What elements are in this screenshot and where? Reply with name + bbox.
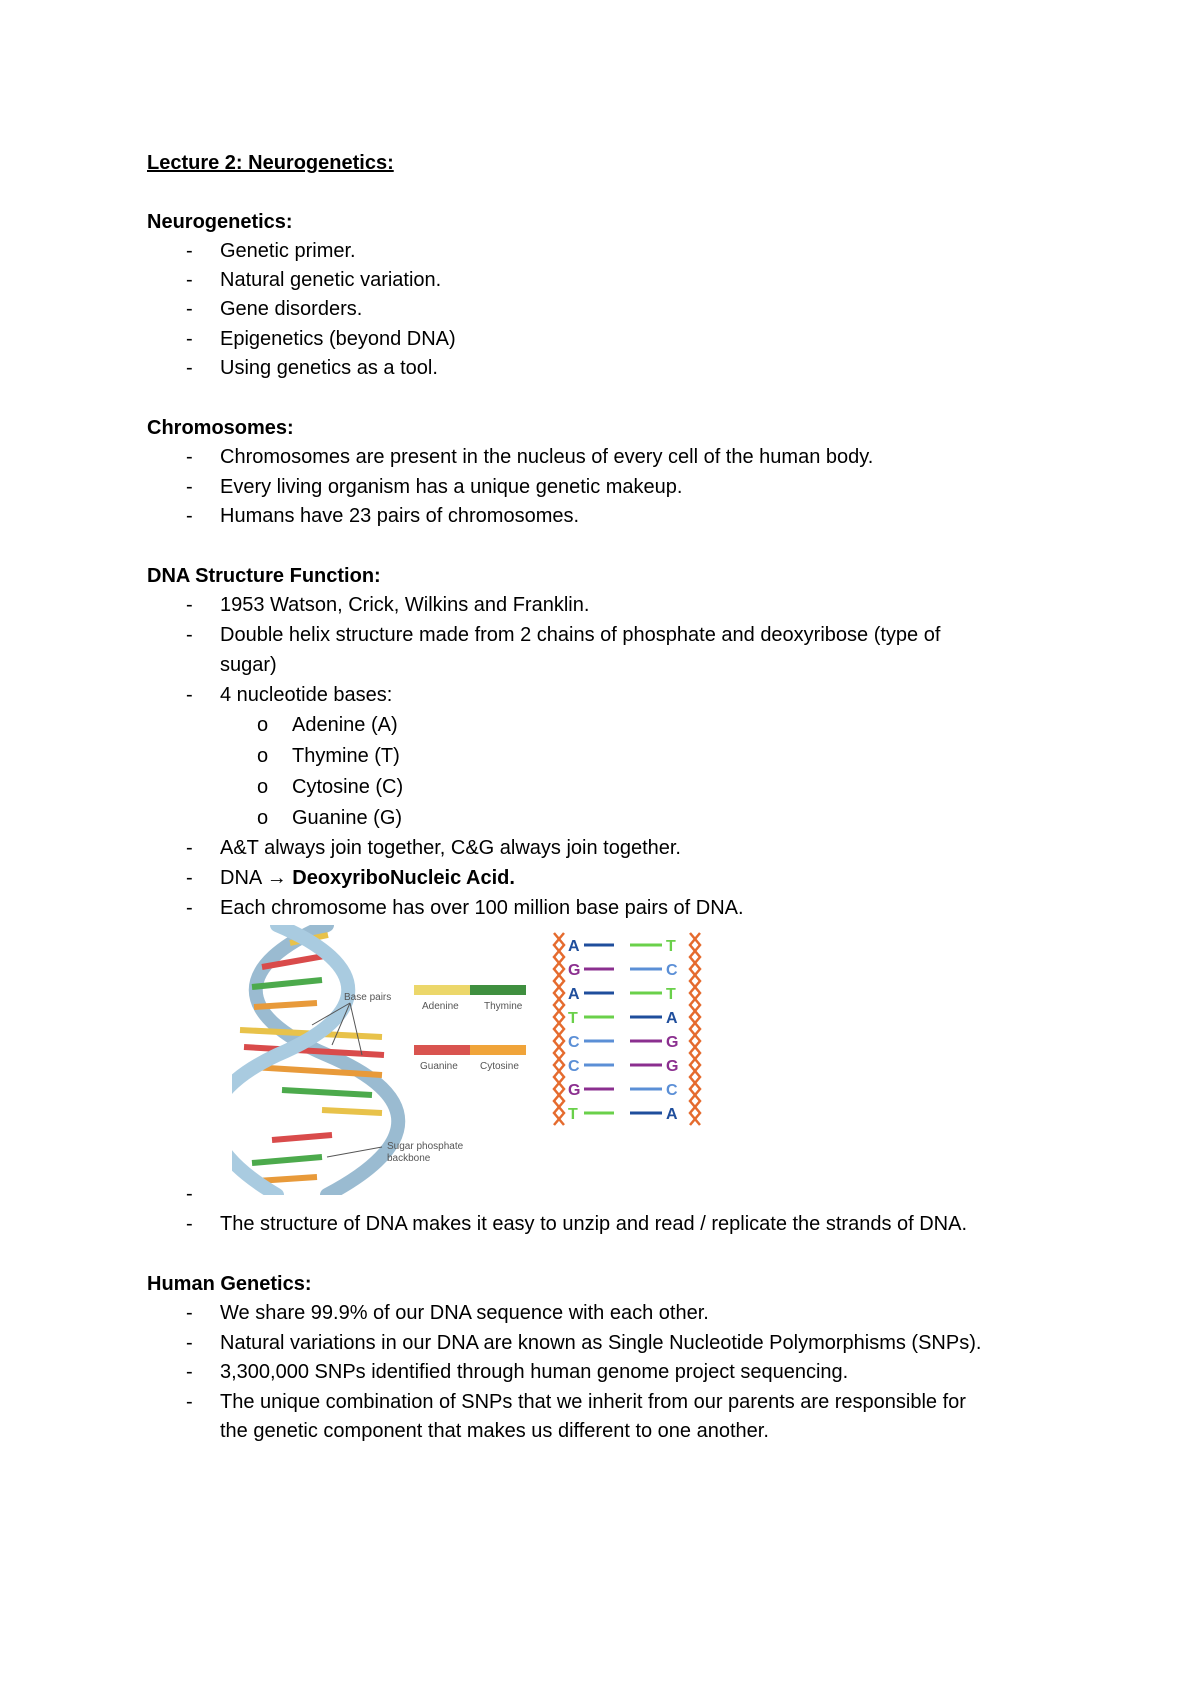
bullet-dash: - <box>186 298 193 320</box>
legend-thymine-bar <box>470 985 526 995</box>
list-item: Each chromosome has over 100 million base pairs of DNA. <box>220 897 744 919</box>
bullet-dash: - <box>186 505 193 527</box>
section-heading-human-genetics: Human Genetics: <box>147 1273 312 1295</box>
bullet-dash: - <box>186 357 193 379</box>
bullet-circle: o <box>257 776 269 798</box>
list-item <box>220 864 515 892</box>
bullet-dash: - <box>186 1183 193 1205</box>
base-letter-left: T <box>568 1106 578 1123</box>
base-letter-left: C <box>568 1034 580 1051</box>
bullet-dash: - <box>186 624 193 646</box>
label-base-pairs: Base pairs <box>344 992 392 1003</box>
bullet-dash: - <box>186 897 193 919</box>
legend-cytosine-label: Cytosine <box>480 1061 519 1072</box>
bullet-circle: o <box>257 745 269 767</box>
bullet-dash: - <box>186 446 193 468</box>
legend-adenine-bar <box>414 985 470 995</box>
list-item: Every living organism has a unique genetic makeup. <box>220 476 683 498</box>
list-item: 4 nucleotide bases: <box>220 684 393 706</box>
section-heading-dna: DNA Structure Function: <box>147 565 381 587</box>
bullet-dash: - <box>186 1391 193 1413</box>
bullet-dash: - <box>186 837 193 859</box>
sub-list-item: Cytosine (C) <box>292 776 404 798</box>
bullet-dash: - <box>186 1213 193 1235</box>
base-letter-left: G <box>568 962 581 979</box>
bullet-dash: - <box>186 867 193 889</box>
base-letter-left: T <box>568 1010 578 1027</box>
bullet-dash: - <box>186 1361 193 1383</box>
list-item: Double helix structure made from 2 chains of phosphate and deoxyribose (type of <box>220 624 941 646</box>
list-item: Genetic primer. <box>220 240 356 262</box>
base-letter-right: A <box>666 1106 678 1123</box>
list-item: Natural genetic variation. <box>220 269 442 291</box>
list-item: Using genetics as a tool. <box>220 357 438 379</box>
bullet-dash: - <box>186 240 193 262</box>
list-item: Gene disorders. <box>220 298 363 320</box>
bullet-dash: - <box>186 1302 193 1324</box>
legend-guanine-label: Guanine <box>420 1061 458 1072</box>
base-letter-left: A <box>568 938 580 955</box>
bullet-dash: - <box>186 684 193 706</box>
legend-guanine-bar <box>414 1045 470 1055</box>
base-letter-right: C <box>666 962 678 979</box>
dna-structure-figure <box>232 925 702 1195</box>
section-heading-neurogenetics: Neurogenetics: <box>147 211 293 233</box>
dna-full-name: DeoxyriboNucleic Acid. <box>292 867 515 889</box>
sub-list-item: Thymine (T) <box>292 745 400 767</box>
list-item: 3,300,000 SNPs identified through human genome project sequencing. <box>220 1361 849 1383</box>
base-letter-left: G <box>568 1082 581 1099</box>
base-letter-left: A <box>568 986 580 1003</box>
legend-adenine-label: Adenine <box>422 1001 459 1012</box>
list-item: A&T always join together, C&G always join together. <box>220 837 681 859</box>
legend-cytosine-bar <box>470 1045 526 1055</box>
list-item: 1953 Watson, Crick, Wilkins and Franklin. <box>220 594 590 616</box>
label-backbone: backbone <box>387 1153 431 1164</box>
list-item: Natural variations in our DNA are known as Single Nucleotide Polymorphisms (SNPs). <box>220 1332 982 1354</box>
bullet-dash: - <box>186 594 193 616</box>
list-item-continuation: the genetic component that makes us different to one another. <box>220 1420 769 1442</box>
dna-label: DNA <box>220 867 262 889</box>
list-item: The structure of DNA makes it easy to unzip and read / replicate the strands of DNA. <box>220 1213 968 1235</box>
legend-thymine-label: Thymine <box>484 1001 523 1012</box>
list-item: The unique combination of SNPs that we inherit from our parents are responsible for <box>220 1391 966 1413</box>
bullet-dash: - <box>186 1332 193 1354</box>
label-sugar-phosphate: Sugar phosphate <box>387 1141 464 1152</box>
base-pair-ladder <box>554 933 700 1125</box>
bullet-dash: - <box>186 476 193 498</box>
bullet-dash: - <box>186 269 193 291</box>
list-item: We share 99.9% of our DNA sequence with each other. <box>220 1302 709 1324</box>
base-letter-right: T <box>666 938 676 955</box>
base-letter-right: G <box>666 1034 679 1051</box>
list-item-continuation: sugar) <box>220 654 277 676</box>
base-letter-right: G <box>666 1058 679 1075</box>
bullet-circle: o <box>257 714 269 736</box>
section-heading-chromosomes: Chromosomes: <box>147 417 294 439</box>
list-item: Humans have 23 pairs of chromosomes. <box>220 505 580 527</box>
page-title: Lecture 2: Neurogenetics: <box>147 152 394 174</box>
sub-list-item: Adenine (A) <box>292 714 398 736</box>
list-item: Chromosomes are present in the nucleus of every cell of the human body. <box>220 446 874 468</box>
arrow-right-icon: → <box>266 867 287 889</box>
list-item: Epigenetics (beyond DNA) <box>220 328 456 350</box>
base-letter-left: C <box>568 1058 580 1075</box>
base-letter-right: A <box>666 1010 678 1027</box>
bullet-dash: - <box>186 328 193 350</box>
bullet-circle: o <box>257 807 269 829</box>
sub-list-item: Guanine (G) <box>292 807 403 829</box>
base-letter-right: C <box>666 1082 678 1099</box>
base-letter-right: T <box>666 986 676 1003</box>
